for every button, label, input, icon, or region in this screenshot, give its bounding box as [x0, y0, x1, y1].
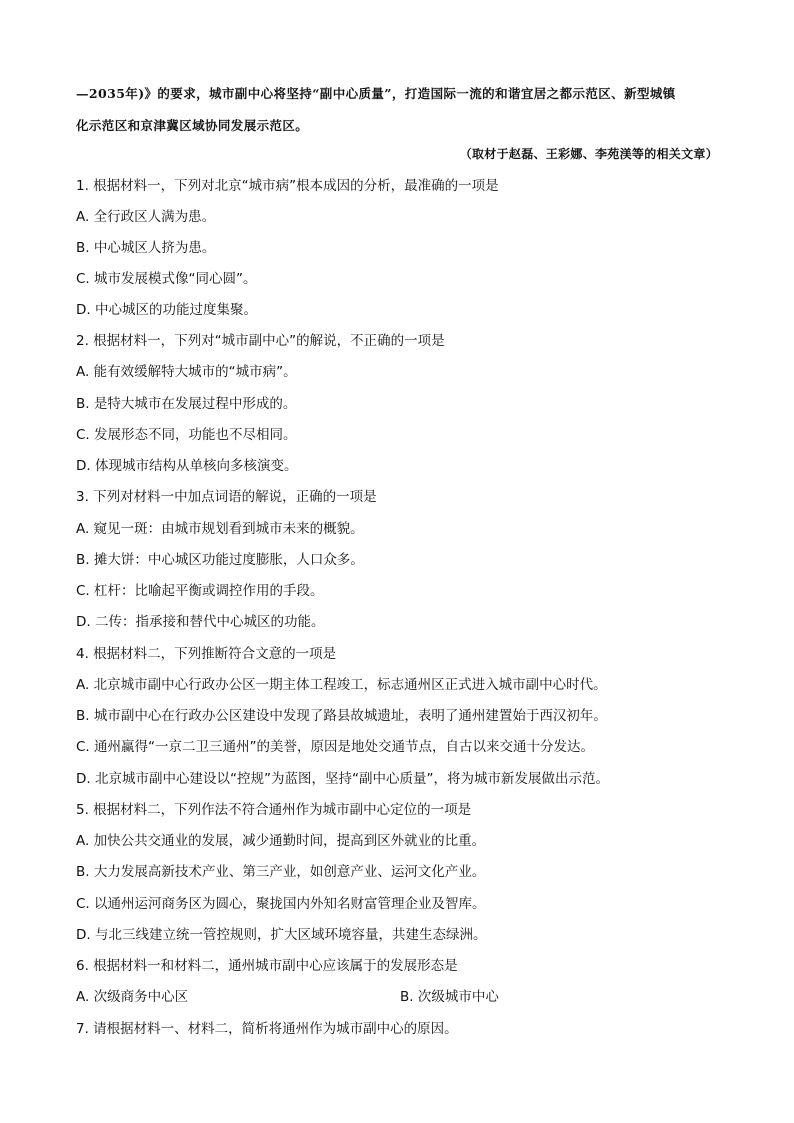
question-stem: 2. 根据材料一，下列对“城市副中心”的解说，不正确的一项是	[76, 333, 445, 349]
question-stem: 6. 根据材料一和材料二，通州城市副中心应该属于的发展形态是	[76, 958, 458, 974]
question-stem: 7. 请根据材料一、材料二，简析将通州作为城市副中心的原因。	[76, 1021, 458, 1037]
answer-option: C. 城市发展模式像“同心圆”。	[76, 271, 257, 287]
answer-option: B. 是特大城市在发展过程中形成的。	[76, 396, 297, 412]
answer-option: D. 体现城市结构从单核向多核演变。	[76, 458, 298, 474]
answer-option: A. 全行政区人满为患。	[76, 209, 216, 225]
answer-option: A. 次级商务中心区	[76, 989, 189, 1005]
question-stem: 4. 根据材料二，下列推断符合文意的一项是	[76, 646, 337, 662]
answer-option: C. 以通州运河商务区为圆心，聚拢国内外知名财富管理企业及智库。	[76, 896, 486, 912]
answer-option: B. 大力发展高新技术产业、第三产业，如创意产业、运河文化产业。	[76, 864, 486, 880]
source-attribution: （取材于赵磊、王彩娜、李苑渼等的相关文章）	[459, 147, 718, 161]
intro-text-line: —2035年)》的要求，城市副中心将坚持“副中心质量”，打造国际一流的和谐宜居之都示范区、新型城镇	[76, 86, 676, 101]
intro-text-line: 化示范区和京津冀区域协同发展示范区。	[76, 118, 309, 133]
answer-option: D. 中心城区的功能过度集聚。	[76, 302, 257, 318]
question-stem: 5. 根据材料二，下列作法不符合通州作为城市副中心定位的一项是	[76, 802, 472, 818]
answer-option: D. 二传：指承接和替代中心城区的功能。	[76, 614, 325, 630]
answer-option: A. 北京城市副中心行政办公区一期主体工程竣工，标志通州区正式进入城市副中心时代。	[76, 677, 607, 693]
answer-option: D. 北京城市副中心建设以“控规”为蓝图，坚持“副中心质量”，将为城市新发展做出示范。	[76, 771, 609, 787]
question-stem: 3. 下列对材料一中加点词语的解说，正确的一项是	[76, 489, 377, 505]
answer-option: B. 城市副中心在行政办公区建设中发现了路县故城遗址，表明了通州建置始于西汉初年。	[76, 708, 607, 724]
answer-option: C. 杠杆：比喻起平衡或调控作用的手段。	[76, 583, 324, 599]
answer-option: D. 与北三线建立统一管控规则，扩大区域环境容量，共建生态绿洲。	[76, 927, 487, 943]
answer-option: A. 能有效缓解特大城市的“城市病”。	[76, 364, 297, 380]
answer-option: B. 次级城市中心	[400, 989, 499, 1005]
answer-option: A. 窥见一斑：由城市规划看到城市未来的概貌。	[76, 521, 364, 537]
answer-option: C. 通州赢得“一京二卫三通州”的美誉，原因是地处交通节点，自古以来交通十分发达。	[76, 739, 594, 755]
answer-option: C. 发展形态不同，功能也不尽相同。	[76, 427, 297, 443]
answer-option: B. 中心城区人挤为患。	[76, 240, 216, 256]
question-stem: 1. 根据材料一，下列对北京“城市病”根本成因的分析，最准确的一项是	[76, 178, 499, 194]
answer-option: A. 加快公共交通业的发展，减少通勤时间，提高到区外就业的比重。	[76, 833, 486, 849]
answer-option: B. 摊大饼：中心城区功能过度膨胀，人口众多。	[76, 552, 364, 568]
